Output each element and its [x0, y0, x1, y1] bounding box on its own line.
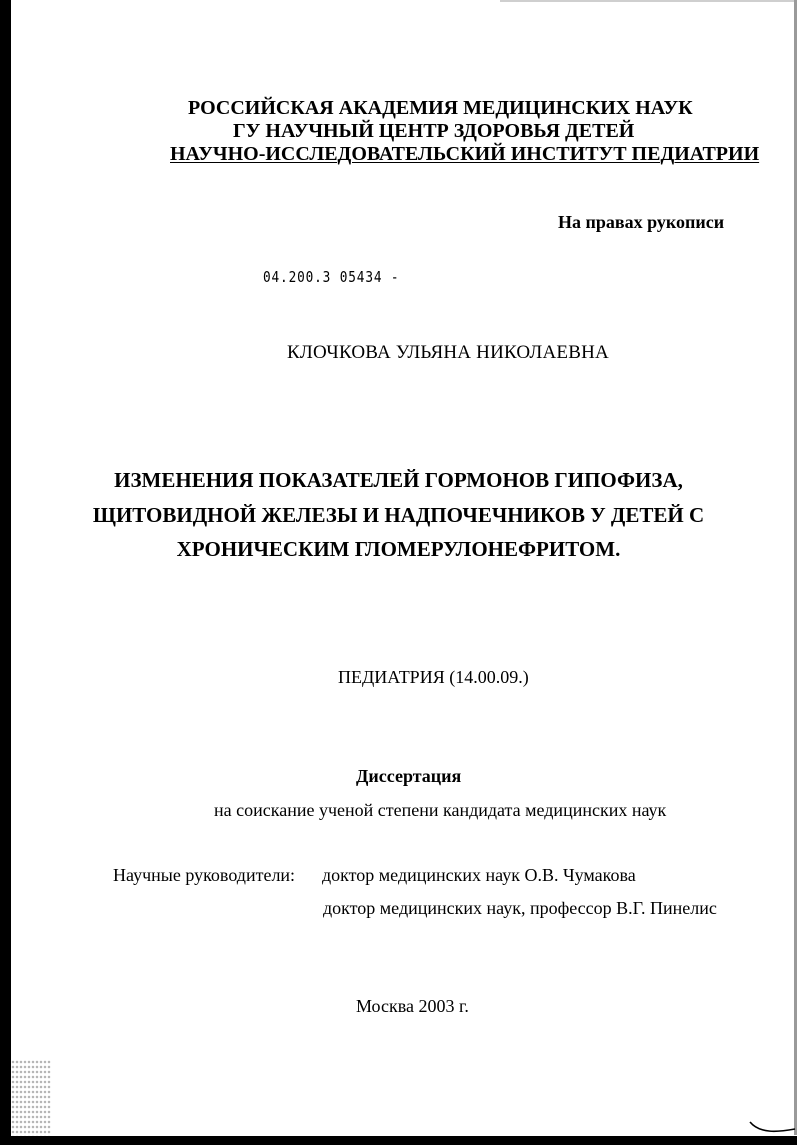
institution-institute: НАУЧНО-ИССЛЕДОВАТЕЛЬСКИЙ ИНСТИТУТ ПЕДИАТРИИ [170, 143, 760, 165]
title-line-1: ИЗМЕНЕНИЯ ПОКАЗАТЕЛЕЙ ГОРМОНОВ ГИПОФИЗА, [114, 468, 683, 492]
document-type: Диссертация [356, 766, 462, 786]
institution-academy: РОССИЙСКАЯ АКАДЕМИЯ МЕДИЦИНСКИХ НАУК [188, 97, 693, 119]
manuscript-note: На правах рукописи [558, 212, 725, 232]
scan-edge-left [0, 0, 11, 1145]
supervisors-label: Научные руководители: [113, 865, 296, 885]
scan-noise [11, 1060, 51, 1136]
degree-line: на соискание ученой степени кандидата медицинских наук [214, 800, 667, 820]
place-year: Москва 2003 г. [356, 996, 469, 1016]
scan-edge-bottom [0, 1136, 797, 1145]
page-curl-mark [748, 1098, 797, 1138]
scan-edge-top [500, 0, 797, 2]
supervisor-second: доктор медицинских наук, профессор В.Г. Пинелис [323, 898, 717, 918]
title-line-2: ЩИТОВИДНОЙ ЖЕЛЕЗЫ И НАДПОЧЕЧНИКОВ У ДЕТЕЙ С [92, 503, 705, 527]
supervisor-first: доктор медицинских наук О.В. Чумакова [322, 865, 636, 885]
specialty: ПЕДИАТРИЯ (14.00.09.) [338, 667, 529, 687]
registration-stamp: 04.200.3 05434 - [263, 268, 400, 286]
institution-center: ГУ НАУЧНЫЙ ЦЕНТР ЗДОРОВЬЯ ДЕТЕЙ [233, 120, 635, 142]
author-name: КЛОЧКОВА УЛЬЯНА НИКОЛАЕВНА [287, 342, 609, 363]
title-line-3: ХРОНИЧЕСКИМ ГЛОМЕРУЛОНЕФРИТОМ. [176, 537, 621, 561]
